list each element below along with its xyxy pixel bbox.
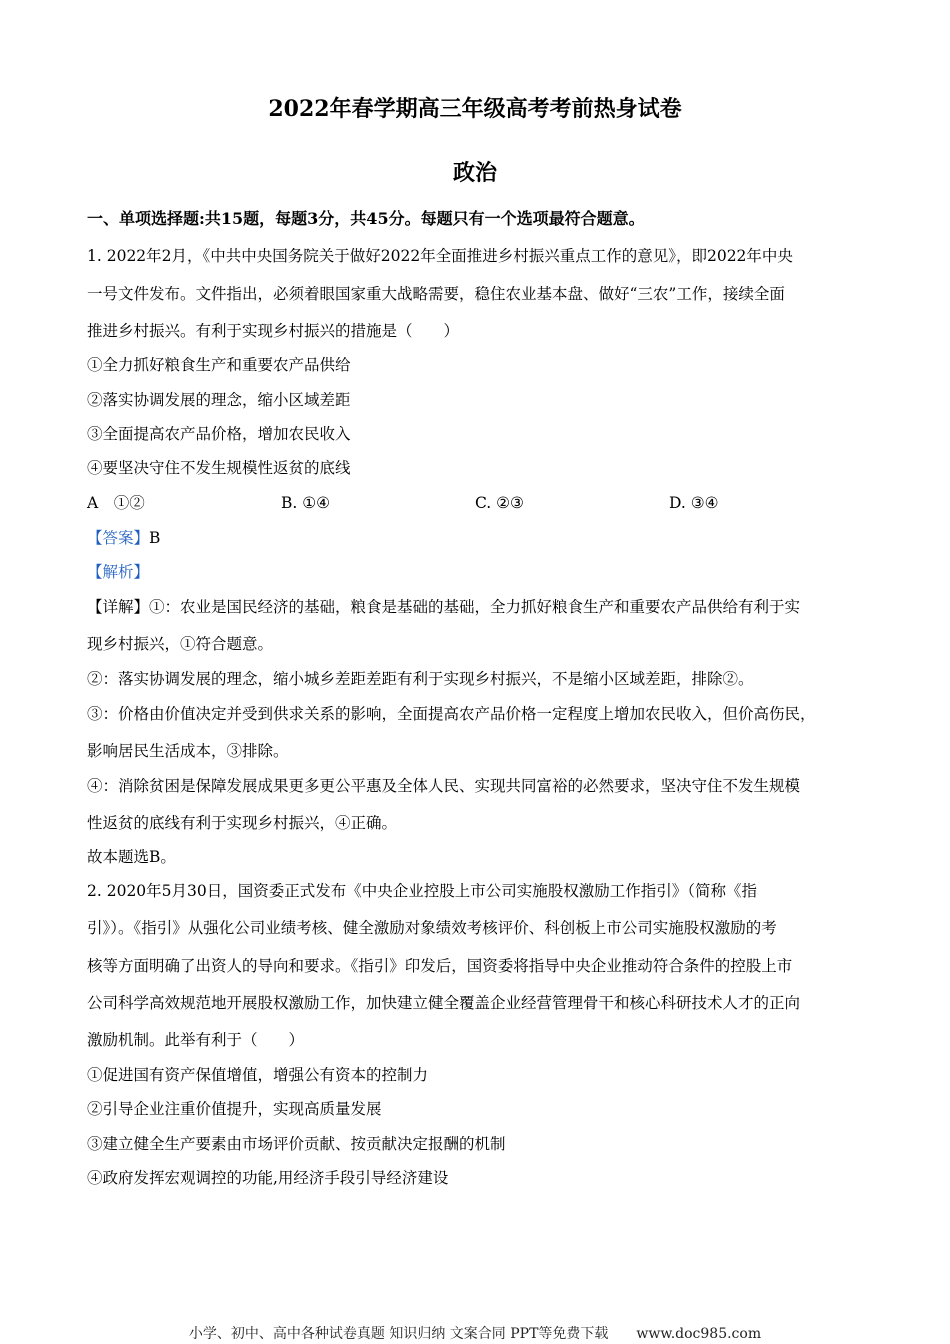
question-stem-line: 2. 2020年5月30日，国资委正式发布《中央企业控股上市公司实施股权激励工作指引》（简称《指 bbox=[87, 882, 757, 900]
statement-item: ④要坚决守住不发生规模性返贫的底线 bbox=[87, 459, 351, 477]
statement-item: ②落实协调发展的理念，缩小区域差距 bbox=[87, 391, 351, 409]
question-stem-line: 引》）。《指引》从强化公司业绩考核、健全激励对象绩效考核评价、科创板上市公司实施股权激励的考 bbox=[87, 919, 777, 937]
question-stem-line: 公司科学高效规范地开展股权激励工作，加快建立健全覆盖企业经营管理骨干和核心科研技术人才的正向 bbox=[87, 994, 801, 1012]
option-c: C. ②③ bbox=[475, 494, 524, 512]
detail-line: ③：价格由价值决定并受到供求关系的影响，全面提高农产品价格一定程度上增加农民收入，但价高伤民， bbox=[87, 705, 816, 723]
detail-line: 影响居民生活成本，③排除。 bbox=[87, 742, 289, 760]
detail-line bbox=[87, 596, 800, 618]
answer-tag: 【答案】 bbox=[87, 529, 150, 547]
section-heading: 一、单项选择题:共15题，每题3分，共45分。每题只有一个选项最符合题意。 bbox=[87, 209, 645, 228]
option-a: A ①② bbox=[87, 494, 145, 512]
statement-item: ④政府发挥宏观调控的功能,用经济手段引导经济建设 bbox=[87, 1169, 449, 1187]
statement-item: ①促进国有资产保值增值，增强公有资本的控制力 bbox=[87, 1066, 429, 1084]
detail-line: 现乡村振兴，①符合题意。 bbox=[87, 635, 274, 653]
statement-item: ②引导企业注重价值提升，实现高质量发展 bbox=[87, 1100, 382, 1118]
page-footer: 小学、初中、高中各种试卷真题 知识归纳 文案合同 PPT等免费下载 www.doc985.com bbox=[188, 1326, 762, 1342]
option-b: B. ①④ bbox=[281, 494, 331, 512]
detail-line: 故本题选B。 bbox=[87, 848, 176, 866]
option-d: D. ③④ bbox=[669, 494, 719, 512]
question-stem-line: 激励机制。此举有利于（ ） bbox=[87, 1031, 305, 1049]
statement-item: ①全力抓好粮食生产和重要农产品供给 bbox=[87, 356, 351, 374]
statement-item: ③全面提高农产品价格，增加农民收入 bbox=[87, 425, 351, 443]
detail-tag: 【详解】 bbox=[87, 598, 150, 616]
detail-text: ①：农业是国民经济的基础，粮食是基础的基础，全力抓好粮食生产和重要农产品供给有利于实 bbox=[149, 598, 801, 616]
analysis-tag: 【解析】 bbox=[87, 563, 150, 581]
detail-line: 性返贫的底线有利于实现乡村振兴，④正确。 bbox=[87, 814, 398, 832]
question-stem-line: 1. 2022年2月，《中共中央国务院关于做好2022年全面推进乡村振兴重点工作的意见》，即2022年中央 bbox=[87, 247, 793, 265]
detail-line: ②：落实协调发展的理念，缩小城乡差距差距有利于实现乡村振兴，不是缩小区域差距，排除②。 bbox=[87, 670, 754, 688]
question-stem-line: 推进乡村振兴。有利于实现乡村振兴的措施是（ ） bbox=[87, 322, 460, 340]
question-stem-line: 核等方面明确了出资人的导向和要求。《指引》印发后，国资委将指导中央企业推动符合条件的控股上市 bbox=[87, 957, 793, 975]
document-title: 2022年春学期高三年级高考考前热身试卷 bbox=[268, 96, 682, 122]
statement-item: ③建立健全生产要素由市场评价贡献、按贡献决定报酬的机制 bbox=[87, 1135, 506, 1153]
detail-line: ④：消除贫困是保障发展成果更多更公平惠及全体人民、实现共同富裕的必然要求，坚决守住不发生规模 bbox=[87, 777, 801, 795]
subject-title: 政治 bbox=[452, 160, 497, 186]
question-stem-line: 一号文件发布。文件指出，必须着眼国家重大战略需要，稳住农业基本盘、做好“三农”工作，接续全面 bbox=[87, 285, 785, 303]
answer-line bbox=[87, 527, 160, 549]
answer-value: B bbox=[149, 529, 161, 547]
